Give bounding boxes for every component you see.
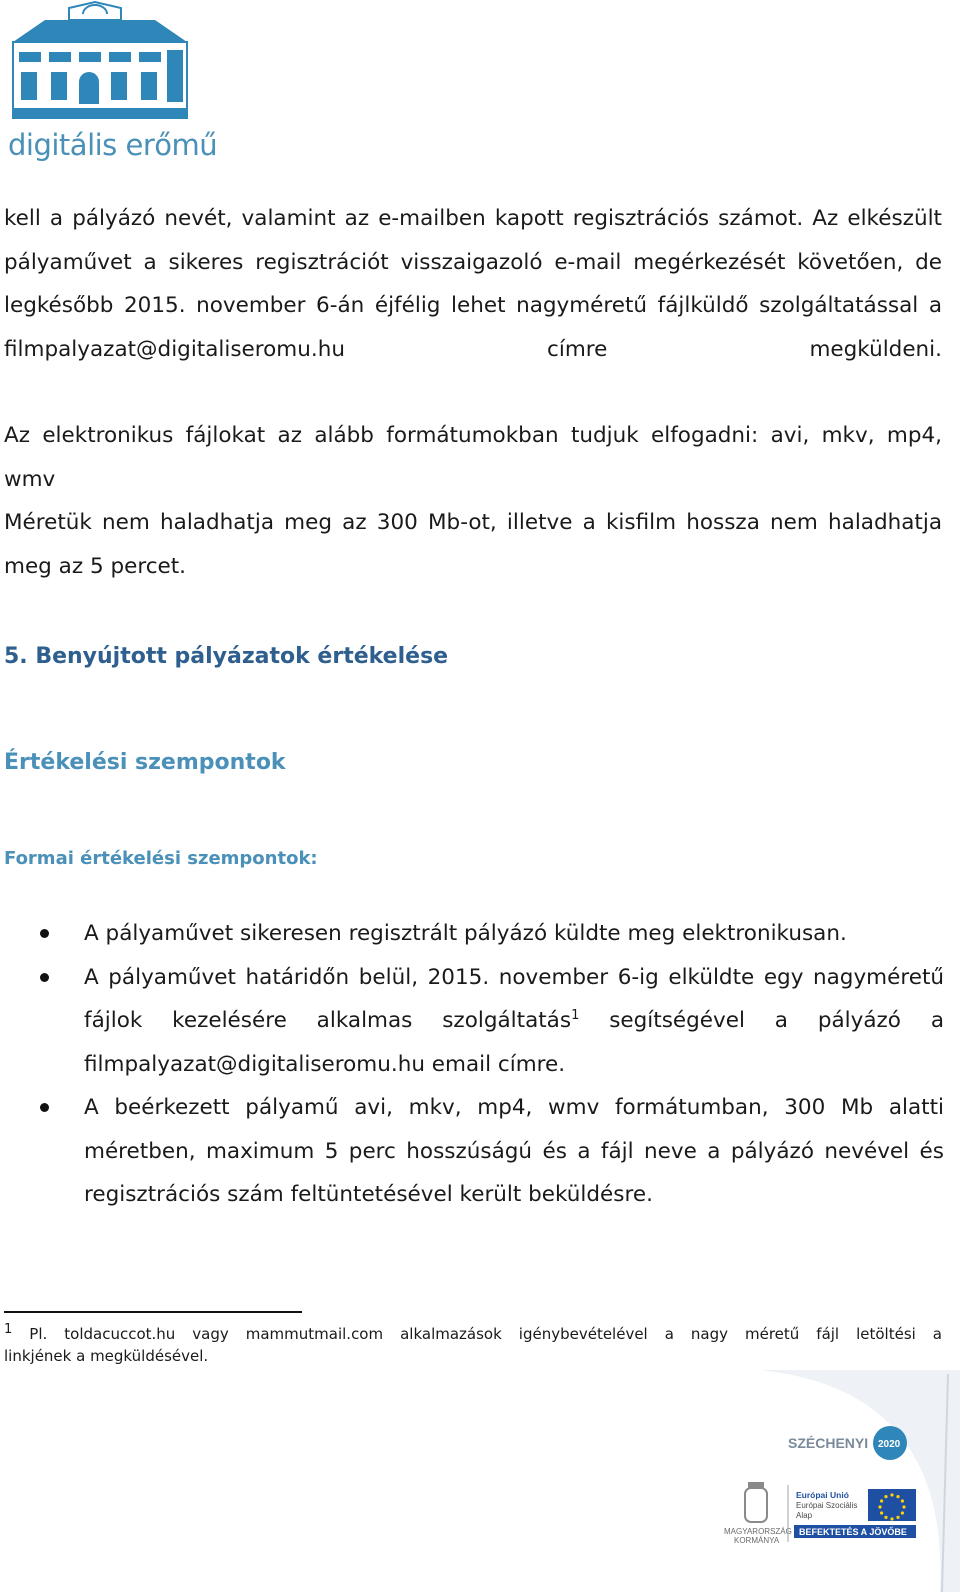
formal-criteria-heading: Formai értékelési szempontok: [4, 848, 318, 869]
eu-line-1: Európai Unió [796, 1490, 849, 1500]
text-line: pályaművet a sikeres regisztrációt visszaigazoló e-mail megérkezését követően, de [4, 249, 942, 275]
eu-line-3: Alap [796, 1511, 813, 1520]
year-text: 2020 [878, 1439, 901, 1450]
text-line: Méretük nem haladhatja meg az 300 Mb-ot, illetve a kisfilm hossza nem haladhatja [4, 510, 942, 535]
list-item [0, 912, 944, 956]
text-line: A beérkezett pályamű avi, mkv, mp4, wmv formátumban, 300 Mb alatti [84, 1095, 944, 1120]
bullet-icon [40, 1103, 49, 1112]
text-line: kell a pályázó nevét, valamint az e-mailben kapott regisztrációs számot. Az elkészült [4, 206, 942, 231]
szechenyi-2020-eu-logo [720, 1370, 960, 1592]
text-line: linkjének a megküldésével. [4, 1347, 209, 1365]
text-line: meg az 5 percet. [4, 553, 187, 579]
text-line: wmv [4, 466, 56, 492]
text-line: Az elektronikus fájlokat az alább formátumokban tudjuk elfogadni: avi, mkv, mp4, [4, 423, 942, 448]
logo-wordmark: digitális erőmű [8, 128, 218, 162]
text-line: filmpalyazat@digitaliseromu.hu címre megküldeni. [4, 336, 942, 362]
corner-swoosh [760, 1370, 960, 1592]
eu-line-2: Európai Szociális [796, 1501, 858, 1510]
footnote-divider [4, 1311, 302, 1313]
footnote [4, 1323, 942, 1367]
hungary-coat-of-arms-icon [745, 1482, 767, 1522]
eu-banner-text: BEFEKTETÉS A JÖVŐBE [799, 1527, 907, 1537]
list-item [0, 1086, 944, 1217]
bullet-icon [40, 929, 49, 938]
bullet-icon [40, 973, 49, 982]
section-heading: 5. Benyújtott pályázatok értékelése [4, 644, 449, 669]
text-fragment: segítségével a pályázó a [579, 1008, 944, 1033]
text-fragment: fájlok kezelésére alkalmas szolgáltatás [84, 1008, 572, 1033]
submission-paragraph [4, 197, 942, 371]
gov-line-1: MAGYARORSZÁG [724, 1527, 792, 1536]
text-line: méretben, maximum 5 perc hosszúságú és a fájl neve a pályázó nevével és [84, 1138, 944, 1164]
text-line: legkésőbb 2015. november 6-án éjfélig lehet nagyméretű fájlküldő szolgáltatással a [4, 293, 942, 318]
subsection-heading: Értékelési szempontok [4, 750, 286, 775]
text-line: A pályaművet sikeresen regisztrált pályázó küldte meg elektronikusan. [84, 921, 847, 946]
gov-line-2: KORMÁNYA [734, 1536, 780, 1545]
footnote-marker: 1 [4, 1322, 13, 1337]
szechenyi-text: SZÉCHENYI [788, 1435, 869, 1451]
footnote-reference: 1 [571, 1007, 580, 1023]
text-line [84, 999, 944, 1043]
text-line: filmpalyazat@digitaliseromu.hu email címre. [84, 1051, 566, 1077]
text-line: A pályaművet határidőn belül, 2015. november 6-ig elküldte egy nagyméretű [84, 964, 944, 990]
list-item [0, 956, 944, 1087]
text-line [4, 1323, 942, 1345]
criteria-list [0, 912, 944, 1217]
file-format-paragraph [4, 414, 942, 588]
text-line: regisztrációs szám feltüntetésével került beküldésre. [84, 1182, 653, 1207]
text-fragment: Pl. toldacuccot.hu vagy mammutmail.com alkalmazások igénybevételével a nagy méretű fájl letöltési a [12, 1325, 942, 1343]
